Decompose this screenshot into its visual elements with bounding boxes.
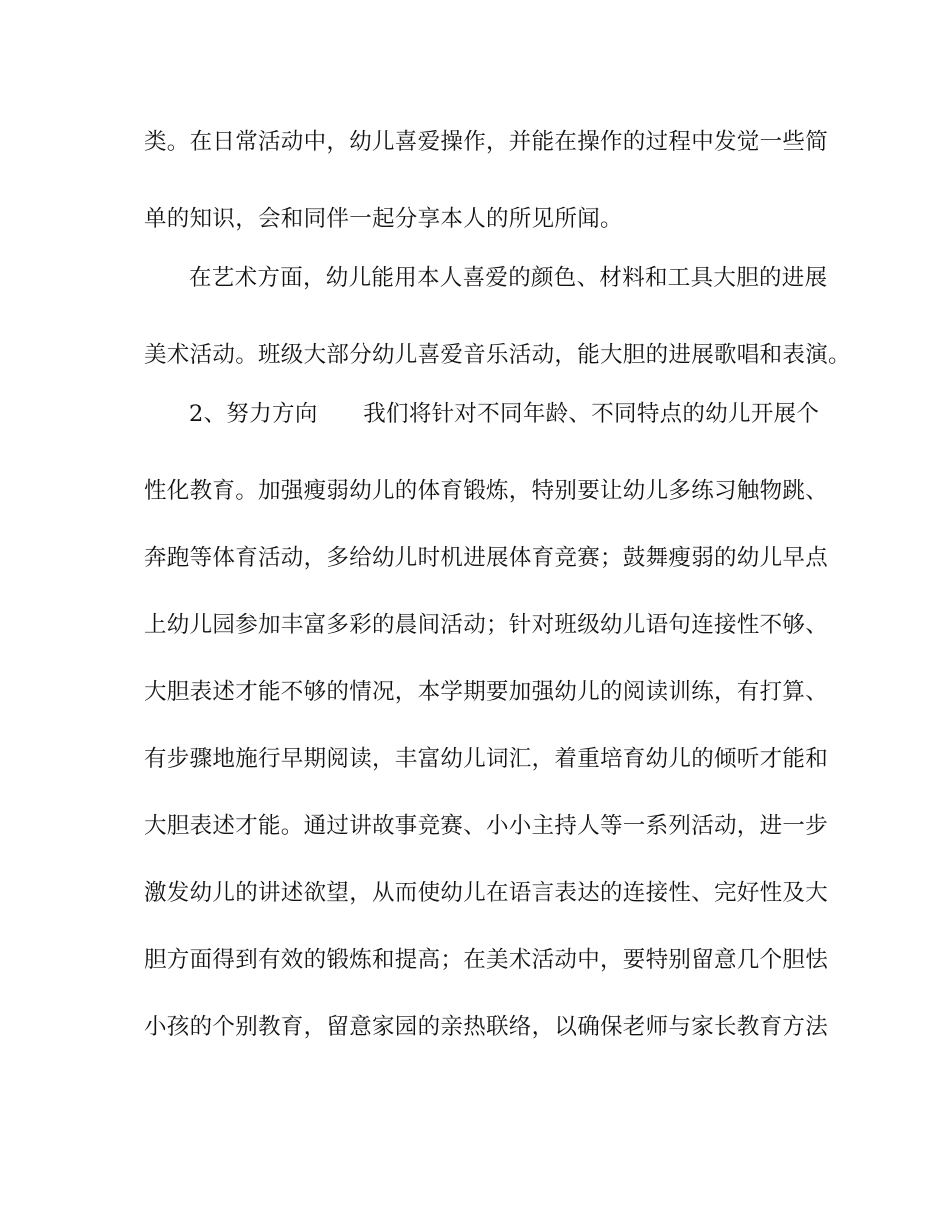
text-line-4: 美术活动。班级大部分幼儿喜爱音乐活动，能大胆的进展歌唱和表演。	[144, 342, 851, 368]
text-line-13: 胆方面得到有效的锻炼和提高；在美术活动中，要特别留意几个胆怯	[144, 947, 829, 973]
text-line-7: 奔跑等体育活动，多给幼儿时机进展体育竞赛；鼓舞瘦弱的幼儿早点	[144, 545, 829, 571]
text-line-14: 小孩的个别教育，留意家园的亲热联络，以确保老师与家长教育方法	[144, 1014, 829, 1040]
text-line-1: 类。在日常活动中，幼儿喜爱操作，并能在操作的过程中发觉一些简	[144, 129, 829, 155]
text-line-9: 大胆表述才能不够的情况，本学期要加强幼儿的阅读训练，有打算、	[144, 679, 829, 705]
text-line-11: 大胆表述才能。通过讲故事竞赛、小小主持人等一系列活动，进一步	[144, 813, 829, 839]
paragraph-art-first-line: 在艺术方面，幼儿能用本人喜爱的颜色、材料和工具大胆的进展	[189, 265, 828, 291]
paragraph-direction-first-line: 2、努力方向 我们将针对不同年龄、不同特点的幼儿开展个	[189, 401, 820, 427]
text-line-12: 激发幼儿的讲述欲望，从而使幼儿在语言表达的连接性、完好性及大	[144, 880, 829, 906]
text-line-10: 有步骤地施行早期阅读，丰富幼儿词汇，着重培育幼儿的倾听才能和	[144, 746, 829, 772]
text-line-2: 单的知识，会和同伴一起分享本人的所见所闻。	[144, 206, 623, 232]
text-line-8: 上幼儿园参加丰富多彩的晨间活动；针对班级幼儿语句连接性不够、	[144, 612, 829, 638]
text-line-6: 性化教育。加强瘦弱幼儿的体育锻炼，特别要让幼儿多练习触物跳、	[144, 478, 829, 504]
